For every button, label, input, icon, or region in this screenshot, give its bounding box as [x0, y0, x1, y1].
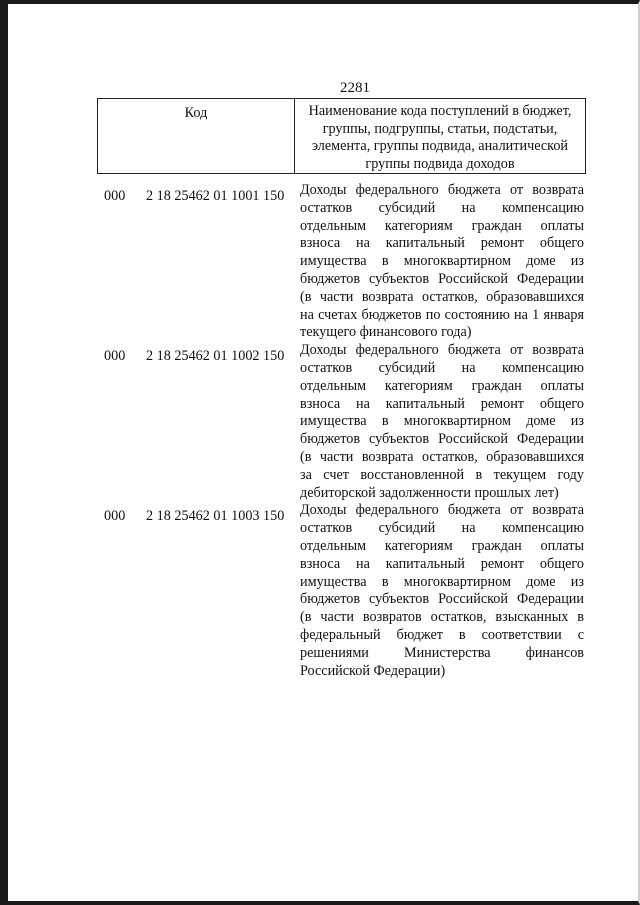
- page-number: 2281: [340, 80, 370, 96]
- header-name-line: группы подвида доходов: [365, 155, 515, 172]
- description-line: Доходы федерального бюджета от возврата: [300, 502, 584, 519]
- description-line: дебиторской задолженности прошлых лет): [300, 484, 559, 501]
- description-line: Доходы федерального бюджета от возврата: [300, 182, 584, 198]
- description-line: взноса на капитальный ремонт общего: [300, 395, 584, 412]
- header-name-line: Наименование кода поступлений в бюджет,: [308, 103, 572, 119]
- revenue-description: [300, 502, 584, 680]
- admin-code: 000: [104, 508, 126, 525]
- header-name-line: элемента, группы подвида, аналитической: [311, 138, 569, 154]
- revenue-code: 2 18 25462 01 1001 150: [146, 188, 285, 204]
- revenue-code-list: [104, 182, 588, 680]
- description-line: отдельным категориям граждан оплаты: [300, 217, 584, 234]
- description-line: (в части возвратов остатков, взысканных в: [300, 609, 584, 626]
- description-line: остатков субсидий на компенсацию: [300, 359, 584, 376]
- admin-code: 000: [104, 188, 126, 204]
- description-line: федеральный бюджет в соответствии с: [300, 626, 584, 643]
- revenue-description: [300, 342, 584, 502]
- description-line: бюджетов субъектов Российской Федерации: [300, 591, 584, 608]
- description-line: остатков субсидий на компенсацию: [300, 199, 584, 216]
- description-line: взноса на капитальный ремонт общего: [300, 235, 584, 252]
- header-name-line: группы, подгруппы, статьи, подстатьи,: [322, 120, 558, 137]
- header-table: [97, 98, 586, 174]
- description-line: остатков субсидий на компенсацию: [300, 520, 584, 537]
- description-line: бюджетов субъектов Российской Федерации: [300, 270, 584, 287]
- description-line: (в части возврата остатков, образовавшихся: [300, 448, 584, 465]
- revenue-code-row: [104, 342, 588, 502]
- revenue-description: [300, 182, 584, 342]
- description-line: имущества в многоквартирном доме из: [300, 413, 584, 430]
- description-line: решениями Министерства финансов: [300, 644, 584, 661]
- description-line: Российской Федерации): [300, 662, 446, 679]
- header-code-cell: Код: [98, 99, 295, 174]
- description-line: за счет восстановленной в текущем году: [300, 466, 584, 483]
- revenue-code: 2 18 25462 01 1003 150: [146, 508, 285, 525]
- description-line: отдельным категориям граждан оплаты: [300, 377, 584, 394]
- description-line: Доходы федерального бюджета от возврата: [300, 342, 584, 359]
- description-line: взноса на капитальный ремонт общего: [300, 555, 584, 572]
- admin-code: 000: [104, 348, 126, 365]
- description-line: отдельным категориям граждан оплаты: [300, 537, 584, 554]
- revenue-code-row: [104, 502, 588, 680]
- description-line: имущества в многоквартирном доме из: [300, 573, 584, 590]
- header-name-cell: [295, 99, 586, 174]
- description-line: на счетах бюджетов по состоянию на 1 января: [300, 306, 584, 323]
- description-line: имущества в многоквартирном доме из: [300, 253, 584, 270]
- description-line: бюджетов субъектов Российской Федерации: [300, 431, 584, 448]
- description-line: текущего финансового года): [300, 324, 472, 341]
- description-line: (в части возврата остатков, образовавшихся: [300, 288, 584, 305]
- revenue-code: 2 18 25462 01 1002 150: [146, 348, 285, 365]
- revenue-code-row: [104, 182, 588, 342]
